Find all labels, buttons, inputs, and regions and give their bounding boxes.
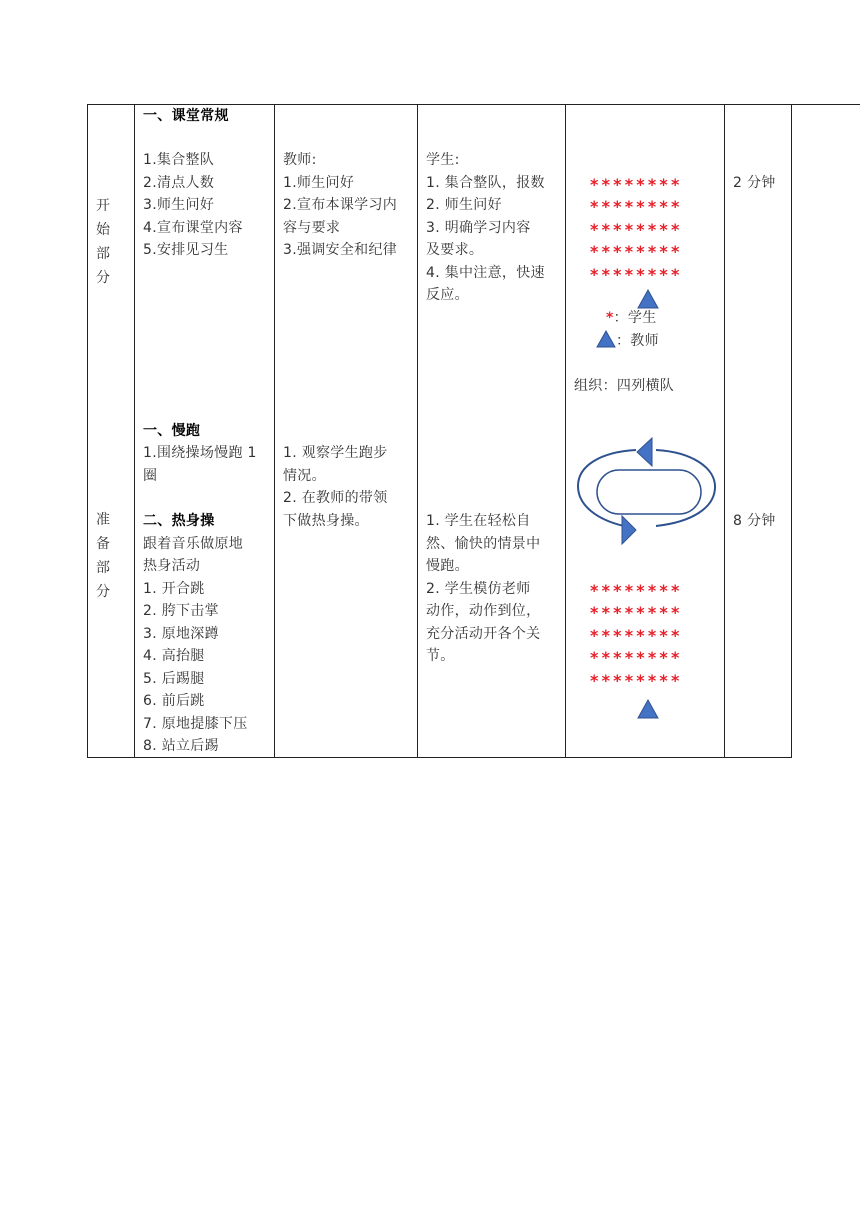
start-student-line: 反应。 <box>426 287 469 303</box>
warmup-time: 8 分钟 <box>733 513 776 529</box>
teacher-triangle-icon <box>637 289 659 309</box>
student-star-row: ******** <box>590 671 683 690</box>
section-label-start: 开始部分 <box>96 198 110 286</box>
student-star-row: ******** <box>590 603 683 622</box>
col-divider-5 <box>724 104 725 758</box>
warmup-student-line: 2. 学生模仿老师 <box>426 581 531 597</box>
student-star-row: ******** <box>590 265 683 284</box>
warmup-student-line: 节。 <box>426 648 455 664</box>
section-label-warmup: 准备部分 <box>96 512 110 600</box>
start-student-line: 3. 明确学习内容 <box>426 220 531 236</box>
start-content-heading: 一、课堂常规 <box>143 108 229 124</box>
start-student-line: 2. 师生问好 <box>426 197 502 213</box>
warmup-teacher-line: 情况。 <box>283 468 326 484</box>
warmup-student-line: 充分活动开各个关 <box>426 626 541 642</box>
warmup-intro-line: 热身活动 <box>143 558 201 574</box>
start-student-line: 及要求。 <box>426 242 484 258</box>
warmup-student-line: 1. 学生在轻松自 <box>426 513 531 529</box>
warmup-teacher-line: 1. 观察学生跑步 <box>283 445 388 461</box>
warmup-run-item: 1.围绕操场慢跑 1 <box>143 445 257 461</box>
warmup-exercise-item: 6. 前后跳 <box>143 693 205 709</box>
legend-star-icon: * <box>606 310 614 326</box>
start-teacher-line: 教师: <box>283 152 317 168</box>
student-star-row: ******** <box>590 175 683 194</box>
legend-triangle-icon <box>596 330 616 348</box>
legend-student <box>606 307 657 330</box>
warmup-student-line: 然、愉快的情景中 <box>426 536 541 552</box>
start-teacher-line: 容与要求 <box>283 220 341 236</box>
track-inner-oval <box>597 470 701 514</box>
start-student-line: 4. 集中注意，快速 <box>426 265 545 281</box>
student-star-row: ******** <box>590 197 683 216</box>
start-content-item: 4.宣布课堂内容 <box>143 220 243 236</box>
start-content-item: 5.安排见习生 <box>143 242 229 258</box>
warmup-heading-exercise: 二、热身操 <box>143 513 215 529</box>
track-arrow-top-icon <box>637 438 652 466</box>
legend-teacher <box>596 330 659 353</box>
warmup-intro-line: 跟着音乐做原地 <box>143 536 244 552</box>
teacher-triangle-icon <box>637 699 659 719</box>
start-content-item: 2.清点人数 <box>143 175 215 191</box>
start-teacher-line: 2.宣布本课学习内 <box>283 197 398 213</box>
warmup-exercise-item: 2. 胯下击掌 <box>143 603 219 619</box>
student-star-row: ******** <box>590 581 683 600</box>
running-track-diagram <box>574 434 718 546</box>
start-time: 2 分钟 <box>733 175 776 191</box>
start-content-item: 3.师生问好 <box>143 197 215 213</box>
warmup-student-line: 慢跑。 <box>426 558 469 574</box>
warmup-exercise-item: 8. 站立后踢 <box>143 738 219 754</box>
warmup-student-line: 动作，动作到位， <box>426 603 541 619</box>
col-divider-3 <box>417 104 418 758</box>
track-arrow-bottom-icon <box>622 516 636 544</box>
formation-label: 组织：四列横队 <box>574 378 675 394</box>
warmup-teacher-line: 下做热身操。 <box>283 513 369 529</box>
legend-student-label: ：学生 <box>613 310 657 326</box>
col-divider-6 <box>791 104 792 758</box>
start-teacher-line: 3.强调安全和纪律 <box>283 242 398 258</box>
col-divider-4 <box>565 104 566 758</box>
start-content-item: 1.集合整队 <box>143 152 215 168</box>
legend-teacher-label: ：教师 <box>616 333 659 349</box>
student-star-row: ******** <box>590 648 683 667</box>
start-student-line: 学生: <box>426 152 460 168</box>
warmup-exercise-item: 3. 原地深蹲 <box>143 626 219 642</box>
student-star-row: ******** <box>590 242 683 261</box>
warmup-run-item: 圈 <box>143 468 158 484</box>
warmup-exercise-item: 7. 原地提膝下压 <box>143 716 248 732</box>
student-star-row: ******** <box>590 626 683 645</box>
col-divider-2 <box>274 104 275 758</box>
student-star-row: ******** <box>590 220 683 239</box>
col-divider-0 <box>87 104 88 758</box>
warmup-exercise-item: 4. 高抬腿 <box>143 648 205 664</box>
start-student-line: 1. 集合整队，报数 <box>426 175 545 191</box>
warmup-exercise-item: 5. 后踢腿 <box>143 671 205 687</box>
warmup-teacher-line: 2. 在教师的带领 <box>283 490 388 506</box>
col-divider-1 <box>134 104 135 758</box>
start-teacher-line: 1.师生问好 <box>283 175 355 191</box>
warmup-heading-run: 一、慢跑 <box>143 423 201 439</box>
warmup-exercise-item: 1. 开合跳 <box>143 581 205 597</box>
